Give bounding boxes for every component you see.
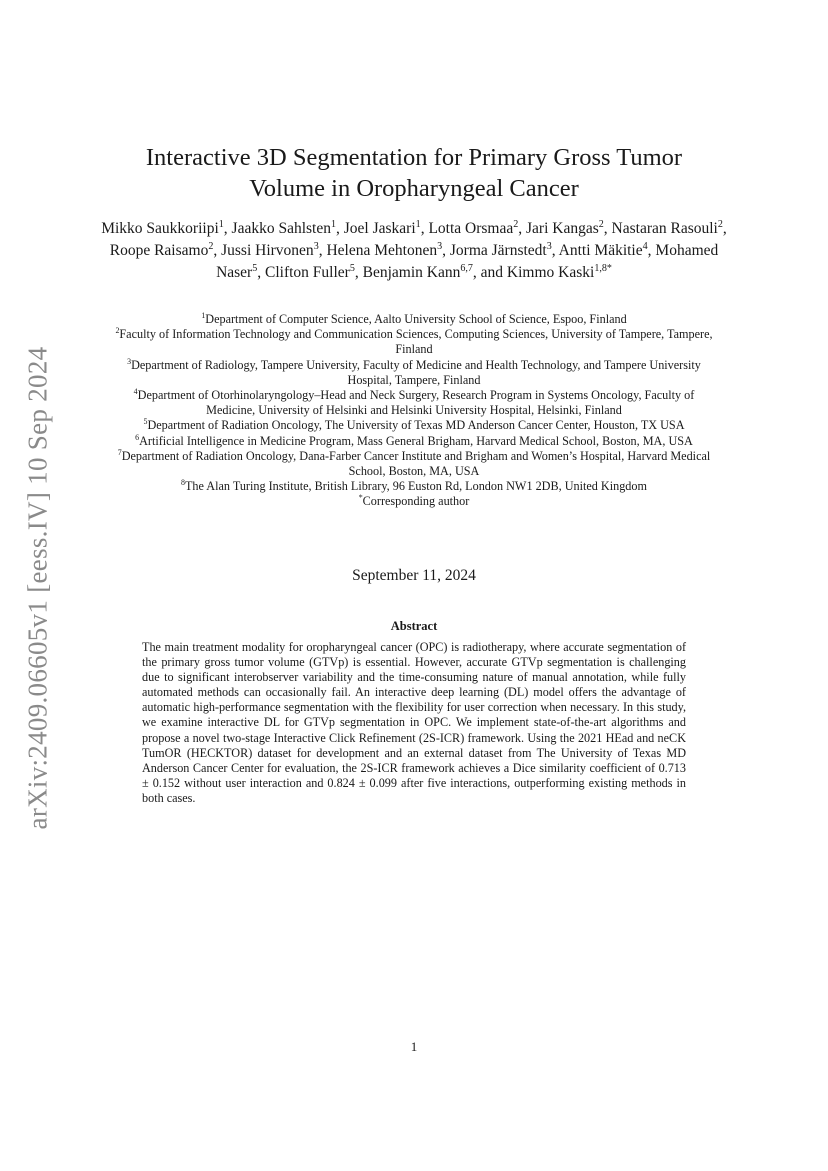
author: Helena Mehtonen$^3$	[326, 240, 443, 259]
affiliation: $^4$Department of Otorhinolaryngology–Head and Neck Surgery, Research Program in Systems Oncology, Faculty of Medicine, University of Helsinki and Helsinki University Hospital, Helsinki, Finland	[133, 386, 695, 418]
affiliation: $^2$Faculty of Information Technology and Communication Sciences, Computing Sciences, University of Tampere, Tampere, Finland	[115, 326, 713, 357]
author: Antti Mäkitie$^4$	[558, 240, 648, 259]
author: Clifton Fuller$^5$	[265, 262, 355, 281]
affiliation: $^5$Department of Radiation Oncology, The University of Texas MD Anderson Cancer Center, Houston, TX USA	[143, 417, 685, 433]
abstract-heading: Abstract	[390, 619, 438, 633]
author: Mikko Saukkoriipi$^1$	[101, 218, 224, 237]
author: Lotta Orsmaa$^2$	[428, 218, 519, 237]
publication-date: September 11, 2024	[352, 567, 476, 584]
author: Mohamed Naser$^5$	[216, 242, 719, 281]
abstract-text: The main treatment modality for oropharyngeal cancer (OPC) is radiotherapy, where accurate segmentation of the primary gross tumor volume (GTVp) is essential. However, accurate GTVp segmentation is challenging due to significant interobserver variability and the time-consuming nature of manual annotation, while fully automated methods can occasionally fail. An interactive deep learning (DL) model offers the advantage of automatic high-performance segmentation with the flexibility for user correction when necessary. In this study, we examine interactive DL for GTVp segmentation in OPC. We implement state-of-the-art algorithms and propose a novel two-stage Interactive Click Refinement (2S-ICR) framework. Using the 2021 HEad and neCK TumOR (HECKTOR) dataset for development and an external dataset from The University of Texas MD Anderson Cancer Center for evaluation, the 2S-ICR framework achieves a Dice similarity coefficient of 0.713 ± 0.152 without user interaction and 0.824 ± 0.099 after five interactions, outperforming existing methods in both cases.	[142, 640, 686, 805]
affiliation-list	[110, 312, 718, 510]
affiliation: $^1$Department of Computer Science, Aalto University School of Science, Espoo, Finland	[201, 310, 627, 326]
author: Joel Jaskari$^1$	[343, 218, 421, 237]
author: Jaakko Sahlsten$^1$	[231, 218, 337, 237]
title-line-1: Interactive 3D Segmentation for Primary Gross Tumor	[145, 144, 683, 171]
author: Jari Kangas$^2$	[526, 218, 604, 237]
author: Kimmo Kaski$^{1,8*}$	[506, 262, 612, 281]
arxiv-identifier-stamp: arXiv:2409.06605v1 [eess.IV] 10 Sep 2024	[22, 346, 53, 830]
author: Jussi Hirvonen$^3$	[221, 240, 319, 259]
affiliation: $^3$Department of Radiology, Tampere University, Faculty of Medicine and Health Technology, and Tampere University Hospital, Tampere, Finland	[127, 356, 701, 387]
author: Benjamin Kann$^{6,7}$	[362, 262, 473, 281]
author: Roope Raisamo$^2$	[109, 240, 214, 259]
author-list: Mikko Saukkoriipi$^1$, Jaakko Sahlsten$^1$, Joel Jaskari$^1$, Lotta Orsmaa$^2$, Jari Kangas$^2$, Nastaran Rasouli$^2$, Roope Raisamo$^2$, Jussi Hirvonen$^3$, Helena Mehtonen$^3$, Jorma Järnstedt$^3$, Antti Mäkitie$^4$, Mohamed Naser$^5$, Clifton Fuller$^5$, Benjamin Kann$^{6,7}$, and Kimmo Kaski$^{1,8*}$	[101, 218, 727, 281]
corresponding-author-note: *Corresponding author	[358, 493, 470, 509]
affiliation: $^6$Artificial Intelligence in Medicine Program, Mass General Brigham, Harvard Medical School, Boston, MA, USA	[135, 432, 693, 448]
affiliation: $^8$The Alan Turing Institute, British Library, 96 Euston Rd, London NW1 2DB, United Kingdom	[181, 478, 647, 494]
author: Jorma Järnstedt$^3$	[449, 240, 552, 259]
author: Nastaran Rasouli$^2$	[611, 218, 723, 237]
paper-title	[100, 142, 728, 204]
title-line-2: Volume in Oropharyngeal Cancer	[249, 175, 579, 202]
page-number: 1	[410, 1039, 418, 1054]
affiliation: $^7$Department of Radiation Oncology, Dana-Farber Cancer Institute and Brigham and Women’s Hospital, Harvard Medical School, Boston, MA, USA	[117, 447, 711, 479]
